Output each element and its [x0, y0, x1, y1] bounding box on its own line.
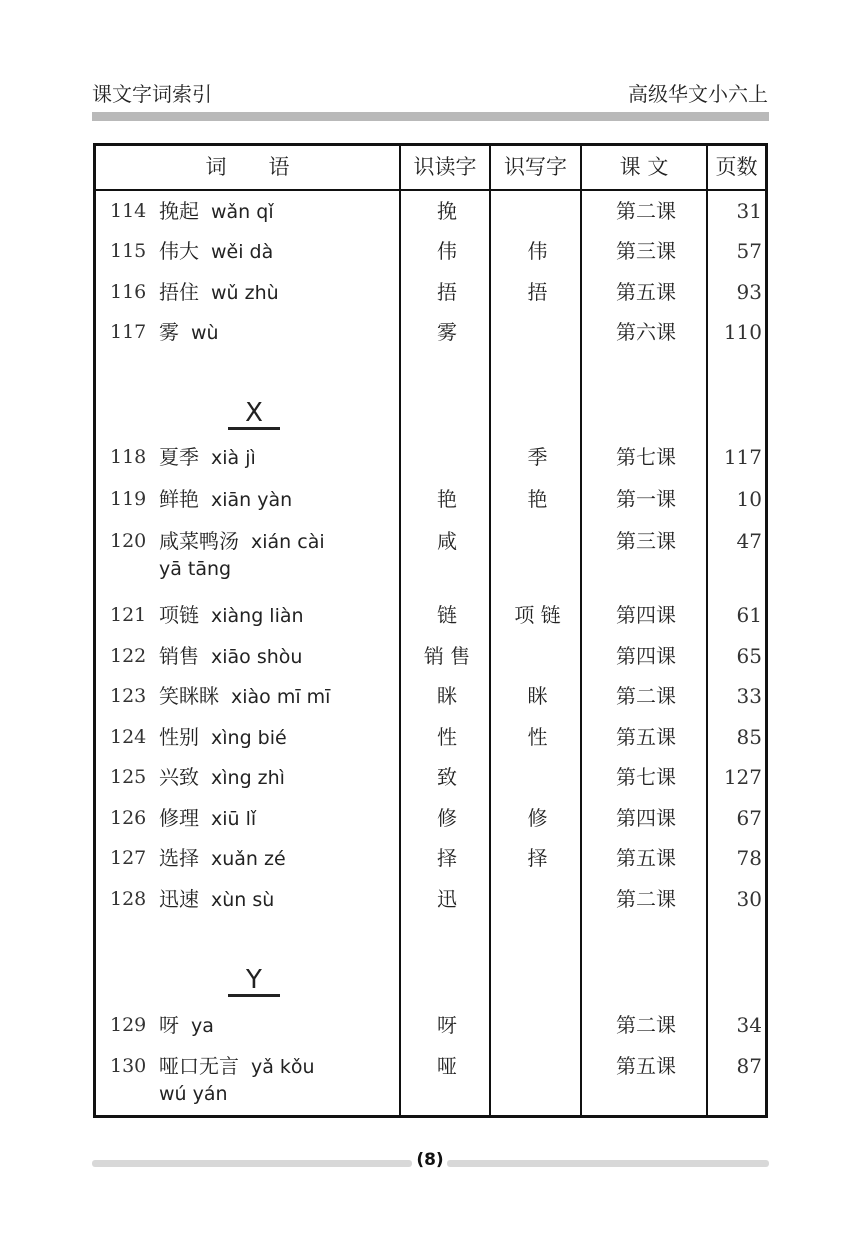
- entry-pinyin: xìng bié: [211, 727, 287, 749]
- page-ref: 10: [736, 487, 762, 511]
- read-chars: 销 售: [423, 644, 471, 668]
- table-row: [96, 681, 765, 721]
- entry-pinyin: xiāo shòu: [211, 646, 303, 668]
- entry-word: 伟大 wěi dà: [159, 239, 274, 263]
- table-row: [96, 722, 765, 762]
- entry-word: 鲜艳 xiān yàn: [159, 487, 293, 511]
- entry-number: 114: [110, 200, 147, 222]
- read-chars: 呀: [437, 1013, 457, 1037]
- table-row: [96, 843, 765, 883]
- lesson: 第二课: [616, 887, 676, 911]
- page-ref: 67: [736, 806, 762, 830]
- table-row: [96, 196, 765, 236]
- page-ref: 47: [736, 529, 762, 553]
- entry-pinyin: xiàng liàn: [211, 605, 304, 627]
- entry-word: 哑口无言 yǎ kǒu: [159, 1054, 315, 1078]
- table-row: [96, 600, 765, 640]
- read-chars: 雾: [437, 320, 457, 344]
- page-ref: 110: [723, 320, 762, 344]
- entry-pinyin: xuǎn zé: [211, 848, 286, 870]
- header-word: 词 语: [205, 155, 290, 179]
- entry-word: 兴致 xìng zhì: [159, 765, 285, 789]
- table-row: [96, 1051, 765, 1116]
- page-ref: 127: [723, 765, 762, 789]
- table-row: [96, 762, 765, 802]
- table-header: [96, 146, 765, 191]
- entry-pinyin: xiào mī mī: [231, 686, 331, 708]
- page-ref: 93: [736, 280, 762, 304]
- entry-pinyin: ya: [191, 1015, 214, 1037]
- entry-number: 115: [110, 240, 147, 262]
- entry-number: 125: [110, 766, 147, 788]
- write-chars: 修: [527, 806, 548, 830]
- entry-word: 挽起 wǎn qǐ: [159, 199, 274, 223]
- lesson: 第五课: [616, 846, 676, 870]
- write-chars: 项 链: [514, 603, 561, 627]
- entry-word: 销售 xiāo shòu: [159, 644, 303, 668]
- read-chars: 哑: [437, 1054, 457, 1078]
- write-chars: 艳: [527, 487, 548, 511]
- page-number: (8): [416, 1150, 444, 1170]
- running-head-book: 高级华文小六上: [628, 82, 768, 106]
- header-page: 页数: [715, 155, 758, 179]
- lesson: 第三课: [616, 529, 676, 553]
- page-ref: 65: [736, 644, 762, 668]
- entry-pinyin-continued: wú yán: [159, 1083, 228, 1105]
- read-chars: 伟: [437, 239, 457, 263]
- entry-number: 122: [110, 645, 147, 667]
- section-letter-x: X: [228, 399, 280, 430]
- entry-pinyin: xùn sù: [211, 889, 275, 911]
- read-chars: 致: [437, 765, 457, 789]
- lesson: 第四课: [616, 644, 676, 668]
- page-ref: 57: [736, 239, 762, 263]
- table-row: [96, 803, 765, 843]
- header-read-chars: 识读字: [413, 155, 477, 179]
- page-ref: 85: [736, 725, 762, 749]
- page-ref: 30: [736, 887, 762, 911]
- entry-number: 124: [110, 726, 147, 748]
- entry-word: 笑眯眯 xiào mī mī: [159, 684, 331, 708]
- table-row: [96, 442, 765, 482]
- page-ref: 61: [736, 603, 762, 627]
- write-chars: 捂: [527, 280, 548, 304]
- lesson: 第五课: [616, 725, 676, 749]
- header-lesson: 课 文: [619, 155, 669, 179]
- lesson: 第七课: [616, 445, 676, 469]
- read-chars: 性: [437, 725, 457, 749]
- lesson: 第一课: [616, 487, 676, 511]
- page-ref: 31: [736, 199, 762, 223]
- entry-pinyin: xià jì: [211, 447, 256, 469]
- read-chars: 捂: [437, 280, 457, 304]
- table-row: [96, 526, 765, 596]
- lesson: 第四课: [616, 806, 676, 830]
- entry-word: 选择 xuǎn zé: [159, 846, 286, 870]
- page-ref: 78: [736, 846, 762, 870]
- entry-number: 123: [110, 685, 147, 707]
- header-write-chars: 识写字: [504, 155, 567, 179]
- lesson: 第七课: [616, 765, 676, 789]
- table-row: [96, 236, 765, 276]
- entry-pinyin: xiān yàn: [211, 489, 293, 511]
- entry-number: 117: [110, 321, 147, 343]
- footer-rule-right: [447, 1160, 769, 1167]
- entry-word: 修理 xiū lǐ: [159, 806, 257, 830]
- entry-number: 120: [110, 530, 147, 552]
- lesson: 第四课: [616, 603, 676, 627]
- read-chars: 挽: [437, 199, 457, 223]
- lesson: 第二课: [616, 199, 676, 223]
- entry-number: 119: [110, 488, 147, 510]
- entry-pinyin: wù: [191, 322, 219, 344]
- entry-number: 121: [110, 604, 147, 626]
- word-index-table: [93, 143, 768, 1118]
- lesson: 第五课: [616, 1054, 676, 1078]
- lesson: 第三课: [616, 239, 676, 263]
- entry-pinyin: wǎn qǐ: [211, 201, 274, 223]
- page-ref: 33: [736, 684, 762, 708]
- entry-word: 咸菜鸭汤 xián cài: [159, 529, 325, 553]
- entry-number: 130: [110, 1055, 147, 1077]
- page-ref: 87: [736, 1054, 762, 1078]
- entry-word: 雾 wù: [159, 320, 219, 344]
- running-head-title: 课文字词索引: [92, 82, 212, 106]
- entry-number: 118: [110, 446, 147, 468]
- entry-number: 126: [110, 807, 147, 829]
- table-row: [96, 317, 765, 357]
- entry-pinyin-continued: yā tāng: [159, 558, 232, 580]
- entry-word: 迅速 xùn sù: [159, 887, 275, 911]
- write-chars: 择: [527, 846, 548, 870]
- entry-word: 夏季 xià jì: [159, 445, 256, 469]
- table-row: [96, 884, 765, 924]
- read-chars: 咸: [437, 529, 457, 553]
- entry-pinyin: xìng zhì: [211, 767, 285, 789]
- entry-number: 127: [110, 847, 147, 869]
- table-row: [96, 277, 765, 317]
- entry-pinyin: wǔ zhù: [211, 282, 279, 304]
- read-chars: 艳: [437, 487, 457, 511]
- entry-number: 128: [110, 888, 147, 910]
- table-row: [96, 1010, 765, 1050]
- read-chars: 链: [437, 603, 457, 627]
- write-chars: 季: [527, 445, 548, 469]
- lesson: 第二课: [616, 1013, 676, 1037]
- entry-pinyin: wěi dà: [211, 241, 274, 263]
- read-chars: 迅: [437, 887, 457, 911]
- lesson: 第二课: [616, 684, 676, 708]
- read-chars: 眯: [437, 684, 457, 708]
- table-row: [96, 641, 765, 681]
- header-rule: [92, 112, 769, 121]
- entry-number: 129: [110, 1014, 147, 1036]
- write-chars: 伟: [527, 239, 548, 263]
- entry-word: 性别 xìng bié: [159, 725, 287, 749]
- lesson: 第六课: [616, 320, 676, 344]
- entry-word: 捂住 wǔ zhù: [159, 280, 279, 304]
- entry-word: 项链 xiàng liàn: [159, 603, 304, 627]
- page-ref: 117: [723, 445, 762, 469]
- lesson: 第五课: [616, 280, 676, 304]
- entry-pinyin: xián cài: [251, 531, 325, 553]
- footer-rule-left: [92, 1160, 412, 1167]
- table-row: [96, 484, 765, 524]
- write-chars: 眯: [527, 684, 548, 708]
- page-ref: 34: [736, 1013, 762, 1037]
- entry-pinyin: xiū lǐ: [211, 808, 257, 830]
- read-chars: 择: [437, 846, 457, 870]
- entry-number: 116: [110, 281, 147, 303]
- write-chars: 性: [527, 725, 548, 749]
- entry-pinyin: yǎ kǒu: [251, 1056, 315, 1078]
- entry-word: 呀 ya: [159, 1013, 214, 1037]
- section-letter-y: Y: [228, 966, 280, 997]
- read-chars: 修: [437, 806, 457, 830]
